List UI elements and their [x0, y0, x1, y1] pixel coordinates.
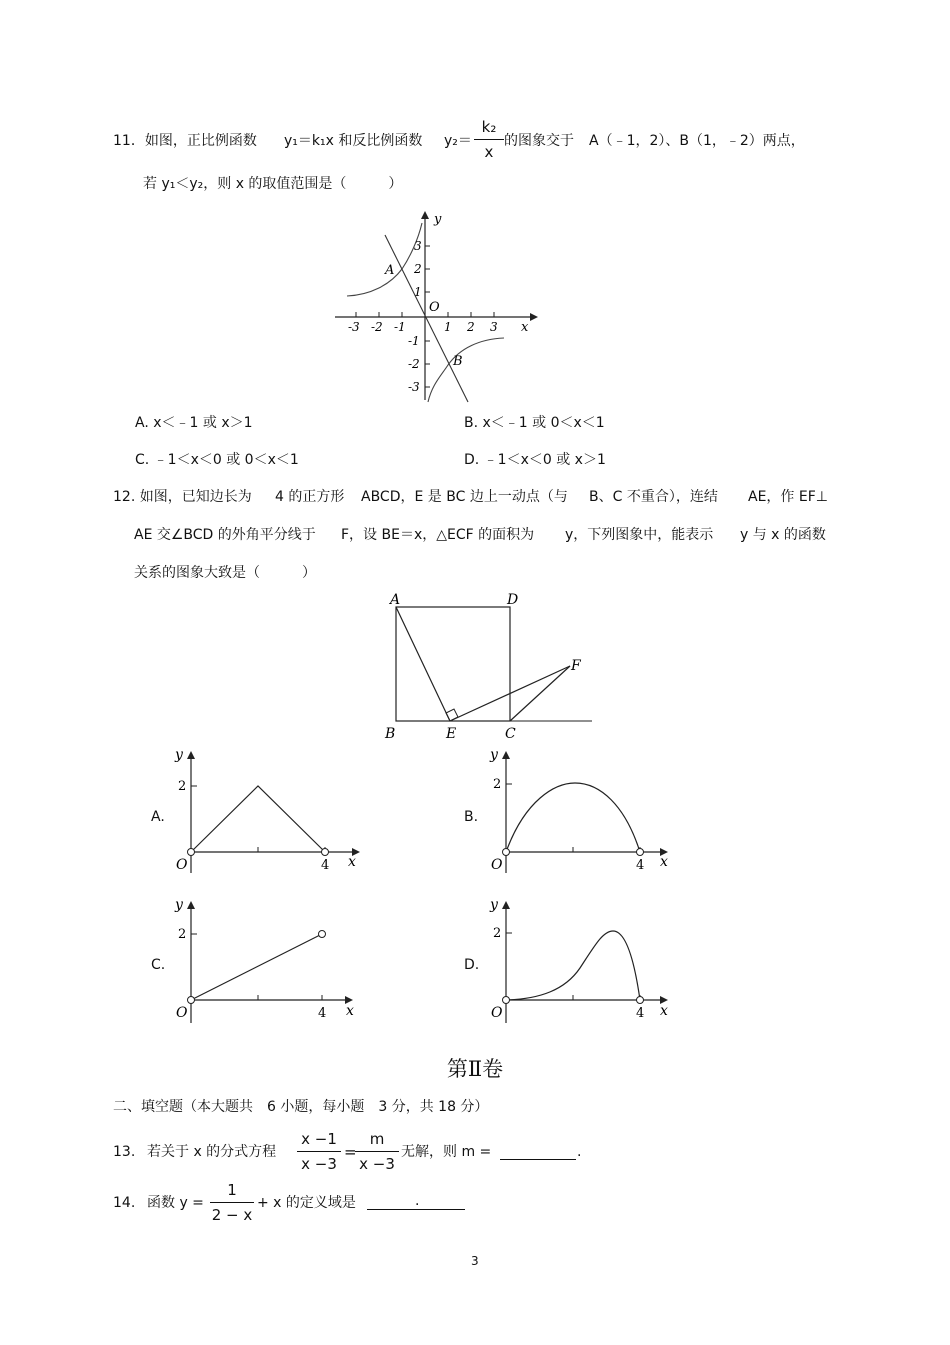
- graph-curve: [191, 786, 325, 852]
- x-axis-arrow-icon: [530, 313, 538, 321]
- q12-text-a: 12. 如图，已知边长为: [113, 489, 252, 505]
- q13-equals: =: [344, 1143, 357, 1161]
- y-tick-label: -2: [408, 357, 420, 371]
- fraction-numerator: m: [369, 1130, 385, 1148]
- graph-curve: [191, 934, 322, 1000]
- fraction-numerator: k₂: [481, 118, 497, 136]
- q11-option-d[interactable]: D. ﹣1＜x＜0 或 x＞1: [464, 452, 606, 468]
- open-endpoint: [322, 849, 329, 856]
- y-axis-arrow-icon: [502, 751, 510, 759]
- open-endpoint: [188, 997, 195, 1004]
- page-number: 3: [471, 1254, 479, 1268]
- q11-option-b[interactable]: B. x＜﹣1 或 0＜x＜1: [464, 415, 605, 431]
- q12-text-j: 关系的图象大致是（ ）: [134, 565, 316, 581]
- y-tick-label: 2: [178, 927, 187, 942]
- q14-fraction: [210, 1181, 254, 1224]
- q13-text-a: 若关于 x 的分式方程: [147, 1144, 277, 1160]
- x-tick-label: 4: [321, 858, 330, 873]
- y-tick-label: 2: [493, 777, 502, 792]
- hyperbola-right-branch: [428, 338, 504, 402]
- hyperbola-left-branch: [347, 223, 422, 296]
- y-tick-label: 2: [493, 926, 502, 941]
- q12-option-c-label[interactable]: C.: [151, 957, 166, 973]
- q12-graph-option-c[interactable]: [170, 895, 370, 1025]
- q12-text-c: ABCD，E 是 BC 边上一动点（与: [361, 489, 568, 505]
- q13-answer-blank[interactable]: [500, 1147, 576, 1160]
- q12-text-d: B、C 不重合），连结: [589, 489, 718, 505]
- q13-period: .: [577, 1144, 582, 1160]
- q11-text-e: A（﹣1，2）、B（1，﹣2）两点，: [589, 133, 805, 149]
- origin-label: O: [176, 1005, 188, 1021]
- x-axis-label: x: [521, 320, 529, 335]
- q12-text-i: y 与 x 的函数: [740, 527, 826, 543]
- q12-text-b: 4 的正方形: [275, 489, 345, 505]
- graph-curve: [506, 931, 640, 1000]
- q11-text-a: 11．如图，正比例函数: [113, 133, 257, 149]
- q11-fraction-k2-over-x: [474, 118, 504, 161]
- y-tick-label: -3: [408, 380, 420, 394]
- y-axis-label: y: [490, 747, 498, 763]
- x-axis-label: x: [660, 854, 668, 870]
- proportional-line: [385, 235, 468, 402]
- fraction-denominator: 2 − x: [211, 1206, 253, 1224]
- y-tick-label: 1: [414, 285, 422, 299]
- x-tick-label: 2: [467, 320, 475, 334]
- square-abcd: [396, 607, 510, 721]
- x-tick-label: 4: [318, 1006, 327, 1021]
- point-f-label: F: [571, 658, 581, 674]
- open-endpoint: [503, 849, 510, 856]
- vertex-b-label: B: [385, 726, 396, 742]
- open-endpoint: [503, 997, 510, 1004]
- open-endpoint: [319, 931, 326, 938]
- origin-label: O: [429, 300, 440, 315]
- q14-text-b: + x 的定义域是: [257, 1195, 356, 1211]
- y-axis-arrow-icon: [421, 211, 429, 219]
- q11-condition: 若 y₁＜y₂，则 x 的取值范围是（ ）: [143, 176, 403, 192]
- q12-square-figure: [380, 588, 600, 743]
- q12-option-b-label[interactable]: B.: [464, 809, 479, 825]
- q13-fraction-right: [355, 1130, 399, 1173]
- q12-text-g: F，设 BE＝x，△ECF 的面积为: [341, 527, 535, 543]
- q14-number: 14.: [113, 1195, 136, 1211]
- q13-fraction-left: [297, 1130, 341, 1173]
- x-axis-label: x: [348, 854, 356, 870]
- segment-ae: [396, 607, 450, 721]
- open-endpoint: [188, 849, 195, 856]
- fraction-denominator: x: [484, 143, 494, 161]
- q13-text-b: 无解，则 m =: [401, 1144, 492, 1160]
- q12-graph-option-a[interactable]: [170, 745, 370, 875]
- segment-cf: [510, 666, 570, 721]
- y-tick-label: 2: [414, 262, 422, 276]
- q11-function-graph: [330, 205, 540, 405]
- x-tick-label: -3: [348, 320, 360, 334]
- x-axis-label: x: [346, 1003, 354, 1019]
- graph-curve: [506, 783, 640, 852]
- vertex-d-label: D: [507, 592, 519, 608]
- part-two-title: 第Ⅱ卷: [446, 1057, 504, 1081]
- q14-text-a: 函数 y =: [147, 1195, 204, 1211]
- origin-label: O: [176, 857, 188, 873]
- x-tick-label: 4: [636, 858, 645, 873]
- y-axis-arrow-icon: [187, 901, 195, 909]
- y-tick-label: 3: [414, 239, 422, 253]
- y-tick-label: 2: [178, 779, 187, 794]
- q11-option-c[interactable]: C. ﹣1＜x＜0 或 0＜x＜1: [135, 452, 299, 468]
- fraction-numerator: 1: [227, 1181, 237, 1199]
- y-tick-label: -1: [408, 334, 420, 348]
- x-tick-label: -2: [371, 320, 383, 334]
- fraction-numerator: x −1: [301, 1130, 337, 1148]
- y-axis-label: y: [175, 897, 183, 913]
- x-tick-label: 4: [636, 1006, 645, 1021]
- x-axis-label: x: [660, 1003, 668, 1019]
- open-endpoint: [637, 849, 644, 856]
- q12-graph-option-d[interactable]: [485, 895, 685, 1025]
- y-axis-label: y: [434, 212, 442, 227]
- q11-text-d: 的图象交于: [504, 133, 574, 149]
- origin-label: O: [491, 857, 503, 873]
- open-endpoint: [637, 997, 644, 1004]
- x-tick-label: 1: [444, 320, 452, 334]
- q14-period: .: [415, 1193, 420, 1209]
- section-two-heading: 二、填空题（本大题共 6 小题，每小题 3 分，共 18 分）: [113, 1099, 489, 1115]
- vertex-a-label: A: [390, 592, 401, 608]
- vertex-c-label: C: [505, 726, 516, 742]
- q12-graph-option-b[interactable]: [485, 745, 685, 875]
- fraction-denominator: x −3: [359, 1155, 395, 1173]
- origin-label: O: [491, 1005, 503, 1021]
- y-axis-arrow-icon: [187, 751, 195, 759]
- point-a-label: A: [385, 263, 395, 278]
- y-axis-label: y: [175, 747, 183, 763]
- q11-text-c: y₂＝: [444, 133, 472, 149]
- point-b-label: B: [453, 354, 463, 369]
- point-e-label: E: [446, 726, 457, 742]
- q12-option-d-label[interactable]: D.: [464, 957, 480, 973]
- q11-option-a[interactable]: A. x＜﹣1 或 x＞1: [135, 415, 253, 431]
- fraction-denominator: x −3: [301, 1155, 337, 1173]
- y-axis-label: y: [490, 897, 498, 913]
- x-tick-label: -1: [394, 320, 406, 334]
- q11-text-b: y₁＝k₁x 和反比例函数: [284, 133, 423, 149]
- q13-number: 13.: [113, 1144, 136, 1160]
- q12-text-f: AE 交∠BCD 的外角平分线于: [134, 527, 316, 543]
- q12-text-h: y，下列图象中，能表示: [565, 527, 714, 543]
- x-tick-label: 3: [490, 320, 498, 334]
- q12-text-e: AE，作 EF⊥: [748, 489, 828, 505]
- y-axis-arrow-icon: [502, 901, 510, 909]
- q12-option-a-label[interactable]: A.: [151, 809, 165, 825]
